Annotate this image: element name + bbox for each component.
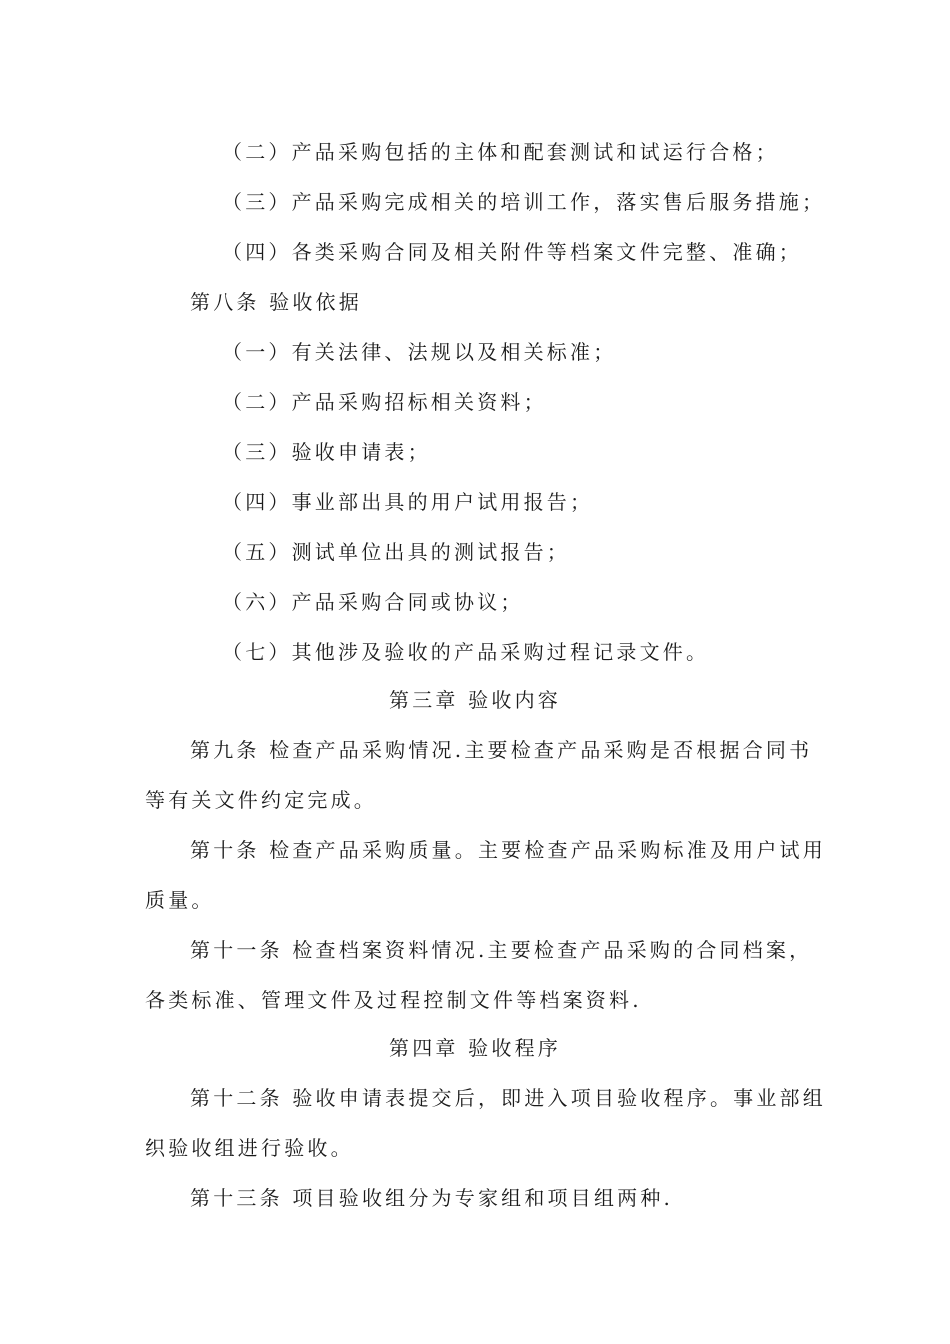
chapter-title: 第四章 验收程序: [389, 1036, 561, 1060]
article-paragraph: 织验收组进行验收。: [145, 1136, 354, 1160]
list-item: （六）产品采购合同或协议；: [222, 590, 524, 614]
article-paragraph: 等有关文件约定完成。: [145, 788, 377, 812]
article-heading: 第八条 验收依据: [190, 290, 362, 314]
list-item: （三）验收申请表；: [222, 440, 431, 464]
article-paragraph: 质量。: [145, 888, 215, 912]
list-item: （五）测试单位出具的测试报告；: [222, 540, 570, 564]
chapter-title: 第三章 验收内容: [389, 688, 561, 712]
article-paragraph: 第十二条 验收申请表提交后，即进入项目验收程序。事业部组: [190, 1086, 826, 1110]
list-item: （二）产品采购包括的主体和配套测试和试运行合格；: [222, 140, 779, 164]
article-paragraph: 第十三条 项目验收组分为专家组和项目组两种.: [190, 1186, 674, 1210]
list-item: （七）其他涉及验收的产品采购过程记录文件。: [222, 640, 710, 664]
list-item: （一）有关法律、法规以及相关标准；: [222, 340, 617, 364]
article-paragraph: 第九条 检查产品采购情况.主要检查产品采购是否根据合同书: [190, 738, 813, 762]
article-paragraph: 各类标准、管理文件及过程控制文件等档案资料.: [145, 988, 642, 1012]
list-item: （四）各类采购合同及相关附件等档案文件完整、准确；: [222, 240, 802, 264]
list-item: （二）产品采购招标相关资料；: [222, 390, 547, 414]
article-paragraph: 第十一条 检查档案资料情况.主要检查产品采购的合同档案，: [190, 938, 813, 962]
list-item: （三）产品采购完成相关的培训工作，落实售后服务措施；: [222, 190, 826, 214]
list-item: （四）事业部出具的用户试用报告；: [222, 490, 594, 514]
article-paragraph: 第十条 检查产品采购质量。主要检查产品采购标准及用户试用: [190, 838, 826, 862]
